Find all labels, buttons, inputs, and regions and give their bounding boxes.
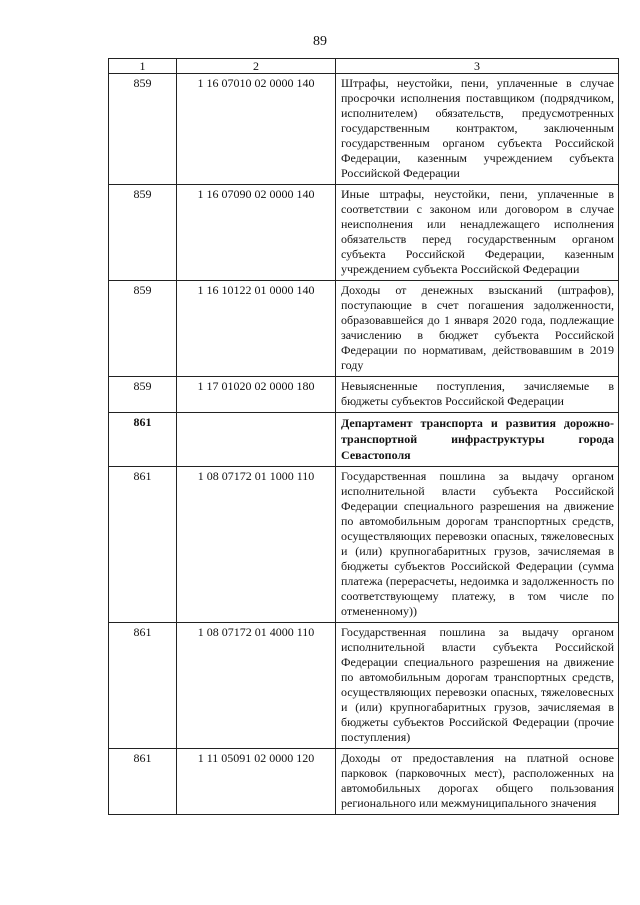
department-header-row: [109, 413, 619, 467]
budget-classification-code-cell: 1 08 07172 01 1000 110: [177, 467, 336, 623]
table-row: [109, 281, 619, 377]
budget-classification-code-cell: 1 16 07010 02 0000 140: [177, 74, 336, 185]
table-row: [109, 623, 619, 749]
department-name-cell: Департамент транспорта и развития дорожно-транспортной инфраструктуры города Севастополя: [336, 413, 619, 467]
budget-classification-code-cell: 1 08 07172 01 4000 110: [177, 623, 336, 749]
budget-classification-code-cell: 1 16 07090 02 0000 140: [177, 185, 336, 281]
revenue-description-cell: Доходы от предоставления на платной основе парковок (парковочных мест), расположенных на автомобильных дорогах общего пользования регионального или межмуниципального значения: [336, 749, 619, 815]
revenue-description-cell: Государственная пошлина за выдачу органом исполнительной власти субъекта Российской Федерации специального разрешения на движение по автомобильным дорогам транспортных средств, осуществляющих перевозки опасных, тяжеловесных и (или) крупногабаритных грузов, зачисляемая в бюджеты субъектов Российской Федерации (сумма платежа (перерасчеты, недоимка и задолженность по соответствующему платежу, в том числе по отмененному)): [336, 467, 619, 623]
admin-code-cell: 861: [109, 623, 177, 749]
admin-code-cell: 859: [109, 281, 177, 377]
admin-code-cell: 859: [109, 74, 177, 185]
table-header-row: [109, 59, 619, 74]
budget-classification-code-cell: [177, 413, 336, 467]
revenue-description-cell: Невыясненные поступления, зачисляемые в бюджеты субъектов Российской Федерации: [336, 377, 619, 413]
page-number: 89: [313, 34, 327, 49]
revenue-classification-table: [108, 58, 619, 815]
revenue-description-cell: Доходы от денежных взысканий (штрафов), поступающие в счет погашения задолженности, образовавшейся до 1 января 2020 года, подлежащие зачислению в бюджет субъекта Российской Федерации по нормативам, действовавшим в 2019 году: [336, 281, 619, 377]
admin-code-cell: 861: [109, 749, 177, 815]
revenue-description-cell: Штрафы, неустойки, пени, уплаченные в случае просрочки исполнения поставщиком (подрядчиком, исполнителем) обязательств, предусмотренных государственным контрактом, заключенным государственным органом субъекта Российской Федерации, казенным учреждением субъекта Российской Федерации: [336, 74, 619, 185]
table-row: [109, 377, 619, 413]
budget-classification-code-cell: 1 17 01020 02 0000 180: [177, 377, 336, 413]
table-row: [109, 467, 619, 623]
admin-code-cell: 859: [109, 377, 177, 413]
column-header-1: 1: [109, 59, 177, 74]
budget-classification-code-cell: 1 16 10122 01 0000 140: [177, 281, 336, 377]
admin-code-cell: 861: [109, 467, 177, 623]
revenue-description-cell: Иные штрафы, неустойки, пени, уплаченные в соответствии с законом или договором в случае неисполнения или ненадлежащего исполнения обязательств перед государственным органом субъекта Российской Федерации, казенным учреждением субъекта Российской Федерации: [336, 185, 619, 281]
admin-code-cell: 861: [109, 413, 177, 467]
column-header-2: 2: [177, 59, 336, 74]
revenue-description-cell: Государственная пошлина за выдачу органом исполнительной власти субъекта Российской Федерации специального разрешения на движение по автомобильным дорогам транспортных средств, осуществляющих перевозки опасных, тяжеловесных и (или) крупногабаритных грузов, зачисляемая в бюджеты субъектов Российской Федерации (прочие поступления): [336, 623, 619, 749]
admin-code-cell: 859: [109, 185, 177, 281]
column-header-3: 3: [336, 59, 619, 74]
table-row: [109, 74, 619, 185]
table-row: [109, 749, 619, 815]
table-row: [109, 185, 619, 281]
budget-classification-code-cell: 1 11 05091 02 0000 120: [177, 749, 336, 815]
